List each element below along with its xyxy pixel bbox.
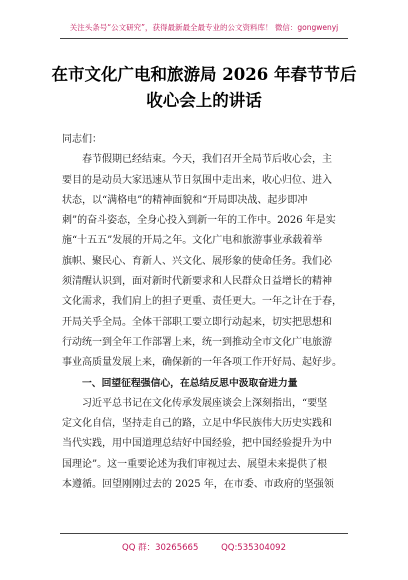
- paragraph-2: [62, 394, 354, 495]
- paragraph-1-line: 开局关乎全局。全体干部职工要立即行动起来，切实把思想和: [62, 316, 332, 328]
- title-line-1: 在市文化广电和旅游局 2026 年春节节后: [51, 65, 357, 84]
- paragraph-1-line: 须清醒认识到，面对新时代新要求和人民群众日益增长的精神: [62, 276, 332, 288]
- footer-contact: [0, 541, 408, 553]
- paragraph-1-line: 刺”的奋斗姿态，全身心投入到新一年的工作中。2026 年是实: [62, 215, 336, 227]
- header-divider: [60, 38, 348, 39]
- paragraph-1-line: 施“十五五”发展的开局之年。文化广电和旅游事业承载着举: [62, 235, 323, 247]
- paragraph-1-line: 旗帜、聚民心、育新人、兴文化、展形象的使命任务。我们必: [62, 255, 332, 267]
- paragraph-2-line: 本遵循。回望刚刚过去的 2025 年，在市委、市政府的坚强领: [62, 479, 334, 491]
- paragraph-1-line: 要目的是动员大家迅速从节日氛围中走出来，收心归位、进入: [62, 174, 332, 186]
- paragraph-2-line: 当代实践，用中国道理总结好中国经验，把中国经验提升为中: [62, 438, 332, 450]
- section-heading-1: 一、回望征程强信心，在总结反思中汲取奋进力量: [82, 377, 298, 389]
- paragraph-2-line: 国理论”。这一重要论述为我们审视过去、展望未来提供了根: [62, 458, 328, 470]
- header-promo-note: 关注头条号“公文研究”，获得最新最全最专业的公文资料库！ 微信：gongwenyj: [69, 23, 339, 32]
- footer-qq: QQ:535304092: [221, 543, 286, 553]
- document-body: [62, 130, 354, 495]
- paragraph-1-line: 春节假期已经结束。今天，我们召开全局节后收心会，主: [82, 154, 332, 166]
- paragraph-2-line: 习近平总书记在文化传承发展座谈会上深刻指出，“要坚: [82, 397, 328, 409]
- paragraph-1: [62, 150, 354, 373]
- footer-divider: [60, 533, 348, 534]
- paragraph-1-line: 行动统一到全年工作部署上来，统一到推动全市文化广电旅游: [62, 336, 332, 348]
- paragraph-1-line: 状态，以“满格电”的精神面貌和“开局即决战、起步即冲: [62, 194, 308, 206]
- paragraph-2-line: 定文化自信，坚持走自己的路，立足中华民族伟大历史实践和: [62, 418, 332, 430]
- paragraph-1-line: 事业高质量发展上来，确保新的一年各项工作开好局、起好步。: [62, 357, 342, 369]
- document-title: [40, 62, 368, 114]
- footer-qq-group: QQ 群：30265665: [122, 543, 199, 553]
- salutation: 同志们：: [62, 134, 102, 145]
- title-line-2: 收心会上的讲话: [146, 91, 262, 110]
- paragraph-1-line: 文化需求，我们肩上的担子更重、责任更大。一年之计在于春，: [62, 296, 342, 308]
